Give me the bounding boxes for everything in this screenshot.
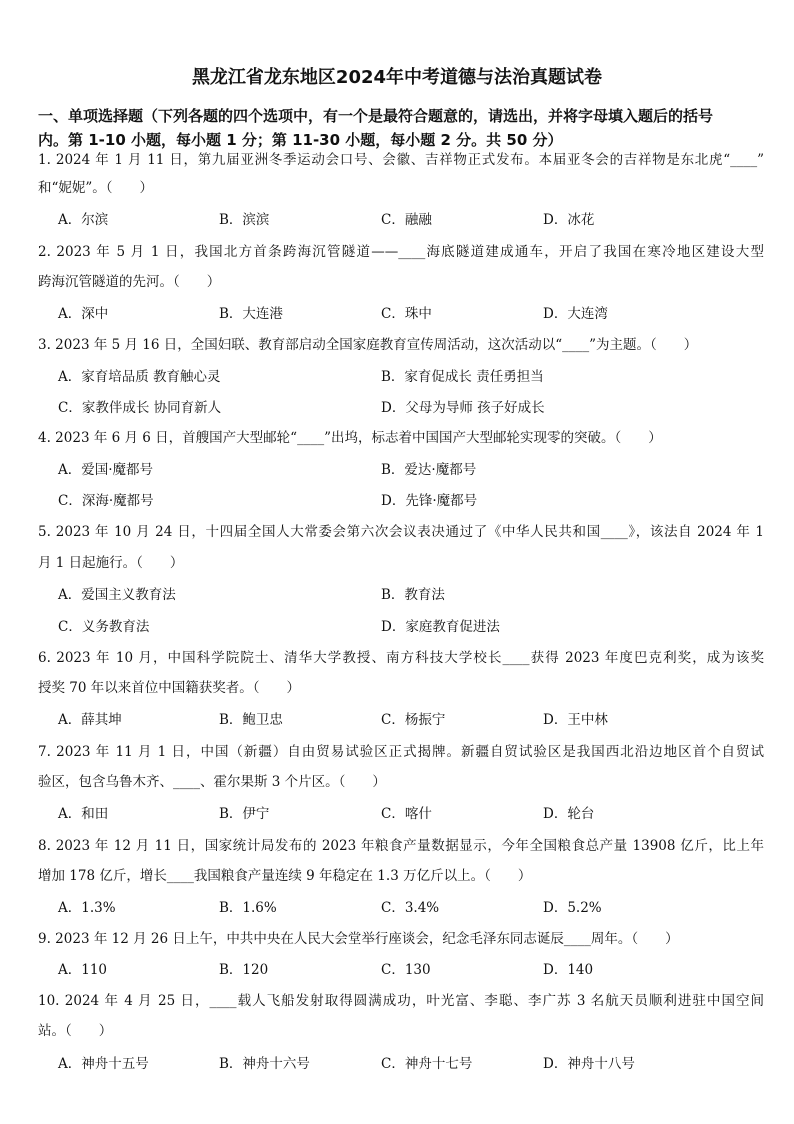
- question-6-stem-line-2: 授奖 70 年以来首位中国籍获奖者。（ ）: [38, 680, 301, 696]
- question-1-option-c[interactable]: C．融融: [381, 212, 432, 228]
- question-7-stem-line-1: 7. 2023 年 11 月 1 日，中国（新疆）自由贸易试验区正式揭牌。新疆自贸试验区是我国西北沿边地区首个自贸试: [38, 744, 764, 760]
- question-5-option-d[interactable]: D．家庭教育促进法: [381, 619, 500, 635]
- section-heading-line-2: 内。第 1-10 小题，每小题 1 分；第 11-30 小题，每小题 2 分。共 50 分）: [38, 131, 563, 149]
- question-5-option-b[interactable]: B．教育法: [381, 587, 445, 603]
- question-5-option-a[interactable]: A．爱国主义教育法: [58, 587, 176, 603]
- question-6-stem-line-1: 6. 2023 年 10 月，中国科学院院士、清华大学教授、南方科技大学校长____获得 2023 年度巴克利奖，成为该奖: [38, 650, 764, 666]
- question-7-option-a[interactable]: A．和田: [58, 806, 109, 822]
- question-9-option-d[interactable]: D．140: [543, 962, 594, 978]
- question-1-option-d[interactable]: D．冰花: [543, 212, 595, 228]
- question-5-stem-line-2: 月 1 日起施行。（ ）: [38, 555, 184, 571]
- question-3-stem-line-1: 3. 2023 年 5 月 16 日，全国妇联、教育部启动全国家庭教育宣传周活动，这次活动以“____”为主题。（ ）: [38, 337, 698, 353]
- question-9-stem-line-1: 9. 2023 年 12 月 26 日上午，中共中央在人民大会堂举行座谈会，纪念毛泽东同志诞辰____周年。（ ）: [38, 931, 679, 947]
- question-1-option-b[interactable]: B．滨滨: [219, 212, 270, 228]
- question-4-stem-line-1: 4. 2023 年 6 月 6 日，首艘国产大型邮轮“____”出坞，标志着中国国产大型邮轮实现零的突破。（ ）: [38, 430, 662, 446]
- question-3-option-c[interactable]: C．家教伴成长 协同育新人: [58, 400, 222, 416]
- question-6-option-a[interactable]: A．薛其坤: [58, 712, 122, 728]
- question-6-option-c[interactable]: C．杨振宁: [381, 712, 446, 728]
- question-9-option-b[interactable]: B．120: [219, 962, 269, 978]
- question-7-stem-line-2: 验区，包含乌鲁木齐、____、霍尔果斯 3 个片区。（ ）: [38, 774, 386, 790]
- question-8-option-b[interactable]: B．1.6%: [219, 900, 277, 916]
- question-9-option-a[interactable]: A．110: [58, 962, 108, 978]
- question-8-stem-line-1: 8. 2023 年 12 月 11 日，国家统计局发布的 2023 年粮食产量数据显示，今年全国粮食总产量 13908 亿斤，比上年: [38, 838, 764, 854]
- question-2-option-d[interactable]: D．大连湾: [543, 306, 608, 322]
- question-6-option-b[interactable]: B．鲍卫忠: [219, 712, 283, 728]
- question-7-option-b[interactable]: B．伊宁: [219, 806, 270, 822]
- question-4-option-d[interactable]: D．先锋·魔都号: [381, 493, 478, 509]
- exam-title: 黑龙江省龙东地区2024年中考道德与法治真题试卷: [191, 67, 603, 88]
- question-4-option-a[interactable]: A．爱国·魔都号: [58, 462, 154, 478]
- question-7-option-d[interactable]: D．轮台: [543, 806, 595, 822]
- question-6-option-d[interactable]: D．王中林: [543, 712, 608, 728]
- question-3-option-d[interactable]: D．父母为导师 孩子好成长: [381, 400, 545, 416]
- question-10-stem-line-2: 站。（ ）: [38, 1023, 113, 1039]
- question-8-option-a[interactable]: A．1.3%: [58, 900, 116, 916]
- question-3-option-b[interactable]: B．家育促成长 责任勇担当: [381, 369, 544, 385]
- question-3-option-a[interactable]: A．家育培品质 教育触心灵: [58, 369, 221, 385]
- question-5-option-c[interactable]: C．义务教育法: [58, 619, 150, 635]
- section-heading-line-1: 一、单项选择题（下列各题的四个选项中，有一个是最符合题意的，请选出，并将字母填入题后的括号: [38, 107, 714, 125]
- question-4-option-c[interactable]: C．深海·魔都号: [58, 493, 154, 509]
- question-2-option-b[interactable]: B．大连港: [219, 306, 283, 322]
- question-2-option-c[interactable]: C．珠中: [381, 306, 432, 322]
- question-10-option-c[interactable]: C．神舟十七号: [381, 1056, 473, 1072]
- question-10-option-a[interactable]: A．神舟十五号: [58, 1056, 149, 1072]
- question-2-stem-line-1: 2. 2023 年 5 月 1 日，我国北方首条跨海沉管隧道——____海底隧道建成通车，开启了我国在寒冷地区建设大型: [38, 244, 764, 260]
- question-8-option-c[interactable]: C．3.4%: [381, 900, 440, 916]
- question-5-stem-line-1: 5. 2023 年 10 月 24 日，十四届全国人大常委会第六次会议表决通过了《中华人民共和国____》，该法自 2024 年 1: [38, 524, 764, 540]
- question-2-option-a[interactable]: A．深中: [58, 306, 109, 322]
- question-8-option-d[interactable]: D．5.2%: [543, 900, 602, 916]
- question-4-option-b[interactable]: B．爱达·魔都号: [381, 462, 477, 478]
- question-7-option-c[interactable]: C．喀什: [381, 806, 432, 822]
- question-8-stem-line-2: 增加 178 亿斤，增长____我国粮食产量连续 9 年稳定在 1.3 万亿斤以上。（ ）: [38, 868, 532, 884]
- question-2-stem-line-2: 跨海沉管隧道的先河。（ ）: [38, 274, 221, 290]
- question-1-stem-line-1: 1. 2024 年 1 月 11 日，第九届亚洲冬季运动会口号、会徽、吉祥物正式发布。本届亚冬会的吉祥物是东北虎“____”: [38, 152, 764, 168]
- question-10-option-d[interactable]: D．神舟十八号: [543, 1056, 635, 1072]
- question-10-option-b[interactable]: B．神舟十六号: [219, 1056, 310, 1072]
- question-10-stem-line-1: 10. 2024 年 4 月 25 日，____载人飞船发射取得圆满成功，叶光富、李聪、李广苏 3 名航天员顺利进驻中国空间: [38, 993, 764, 1009]
- question-1-stem-line-2: 和“妮妮”。（ ）: [38, 180, 154, 196]
- question-9-option-c[interactable]: C．130: [381, 962, 431, 978]
- question-1-option-a[interactable]: A．尔滨: [58, 212, 109, 228]
